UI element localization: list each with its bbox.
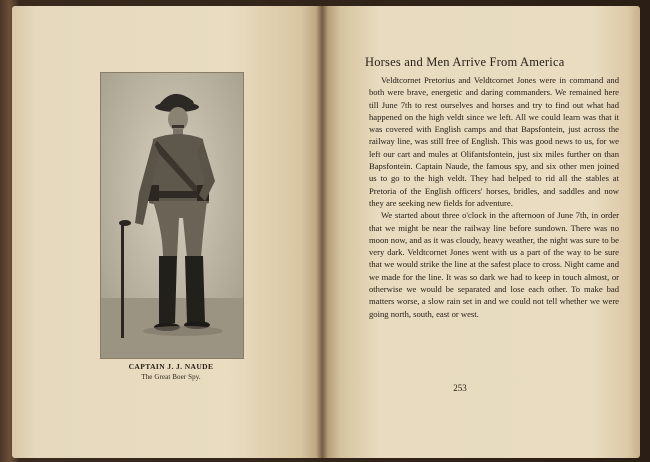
body-text (369, 74, 619, 320)
paragraph: We started about three o'clock in the afternoon of June 7th, in order that we might be near the railway line before sundown. There was no moon now, and as it was cloudy, heavy weather, the night was sure to be very dark. Veldtcornet Jones went with us a part of the way to be sure that we would strike the line at the safest place to cross. Night came and we made for the line. It was so dark we had to keep in touch almost, or otherwise we would be separated and lose each other. To make bad matters worse, a slow rain set in and we could not tell whether we were going north, south, east or west. (369, 210, 619, 319)
photo-caption-name: CAPTAIN J. J. NAUDE (128, 362, 214, 371)
chapter-title: Horses and Men Arrive From America (365, 55, 565, 69)
page-number: 253 (453, 383, 467, 393)
portrait-photograph (100, 72, 244, 359)
paragraph: Veldtcornet Pretorius and Veldtcornet Jones were in command and both were brave, energetic and daring commanders. We remained here till June 7th to rest ourselves and horses and try to find out what had happened on the high veldt since we left. All we could learn was that it was covered with English camps and that Bapsfontein, just across the railway line, was still free of English. This was good news to us, for we left our cart and mules at Olifantsfontein, just six miles further on than Bapsfontein. Captain Naude, the famous spy, and six other men joined us to go to the high veldt. They had helped to rid all the stables at Pretoria of the English officers' horses, bridles, and saddles and now they are seeking new fields for adventure. (369, 75, 619, 208)
photo-caption-subtitle: The Great Boer Spy. (141, 373, 201, 381)
book-gutter (316, 6, 328, 458)
